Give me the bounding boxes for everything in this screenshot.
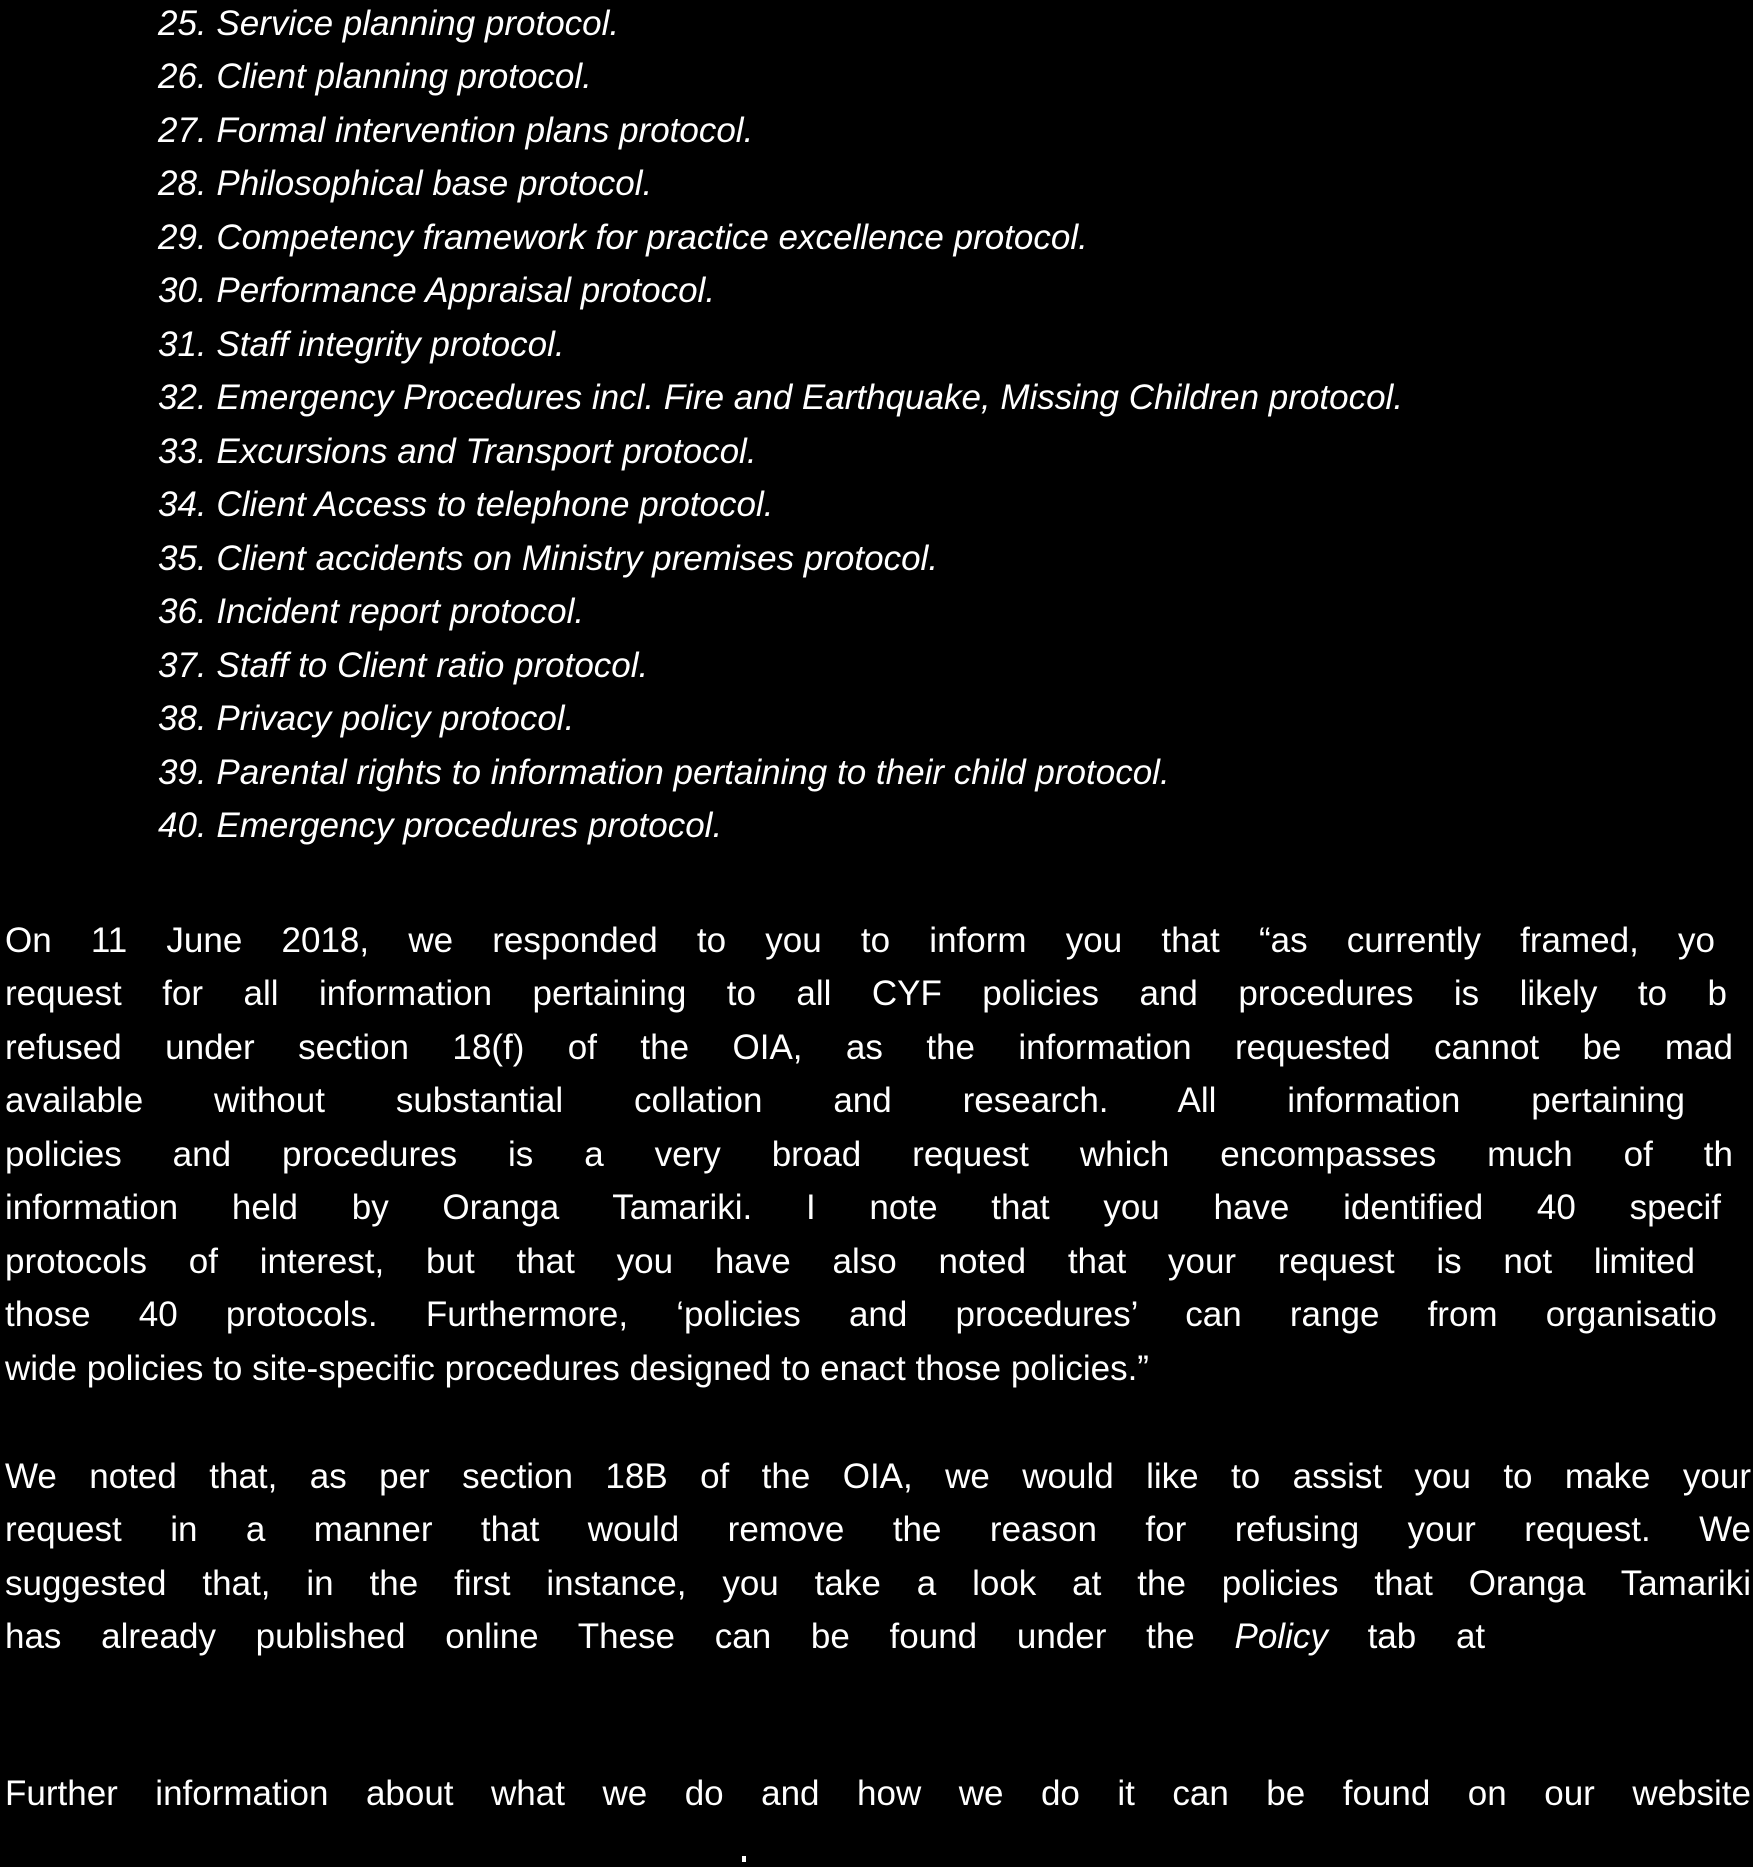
list-item: 35. Client accidents on Ministry premises protocol. [158, 539, 939, 578]
text-line: wide policies to site-specific procedures designed to enact those policies.” [5, 1349, 1149, 1388]
list-item: 32. Emergency Procedures incl. Fire and Earthquake, Missing Children protocol. [158, 378, 1404, 417]
paragraph-website: Further information about what we do and how we do it can be found on our website [5, 1774, 1751, 1813]
text-line: policies and procedures is a very broad request which encompasses much of th [5, 1135, 1733, 1174]
text-line: information held by Oranga Tamariki. I note that you have identified 40 specif [5, 1188, 1721, 1227]
list-item: 37. Staff to Client ratio protocol. [158, 646, 649, 685]
text-line: request for all information pertaining to all CYF policies and procedures is likely to b [5, 974, 1727, 1013]
list-item: 26. Client planning protocol. [158, 57, 592, 96]
list-item: 38. Privacy policy protocol. [158, 699, 575, 738]
text-line: available without substantial collation and research. All information pertaining [5, 1081, 1685, 1120]
policy-tab-reference: Policy [1234, 1617, 1328, 1656]
text-line [5, 1617, 1751, 1657]
text-segment: has already published online These can be found under the [5, 1617, 1235, 1656]
list-item: 39. Parental rights to information pertaining to their child protocol. [158, 753, 1170, 792]
list-item: 25. Service planning protocol. [158, 4, 620, 43]
text-line: those 40 protocols. Furthermore, ‘policies and procedures’ can range from organisatio [5, 1295, 1717, 1334]
text-line: request in a manner that would remove the reason for refusing your request. We [5, 1510, 1751, 1549]
list-item: 30. Performance Appraisal protocol. [158, 271, 716, 310]
list-item: 34. Client Access to telephone protocol. [158, 485, 774, 524]
list-item: 31. Staff integrity protocol. [158, 325, 565, 364]
list-item: 28. Philosophical base protocol. [158, 164, 653, 203]
text-line: protocols of interest, but that you have also noted that your request is not limited [5, 1242, 1695, 1281]
text-line: suggested that, in the first instance, you take a look at the policies that Oranga Tamariki [5, 1564, 1751, 1603]
list-item: 40. Emergency procedures protocol. [158, 806, 723, 845]
list-item: 27. Formal intervention plans protocol. [158, 111, 754, 150]
list-item: 33. Excursions and Transport protocol. [158, 432, 757, 471]
text-line: On 11 June 2018, we responded to you to inform you that “as currently framed, yo [5, 921, 1715, 960]
list-item: 36. Incident report protocol. [158, 592, 585, 631]
scan-speck [742, 1856, 746, 1862]
text-segment: tab at [1327, 1617, 1486, 1656]
list-item: 29. Competency framework for practice excellence protocol. [158, 218, 1088, 257]
text-line: We noted that, as per section 18B of the OIA, we would like to assist you to make your [5, 1457, 1751, 1496]
text-line: refused under section 18(f) of the OIA, as the information requested cannot be mad [5, 1028, 1733, 1067]
